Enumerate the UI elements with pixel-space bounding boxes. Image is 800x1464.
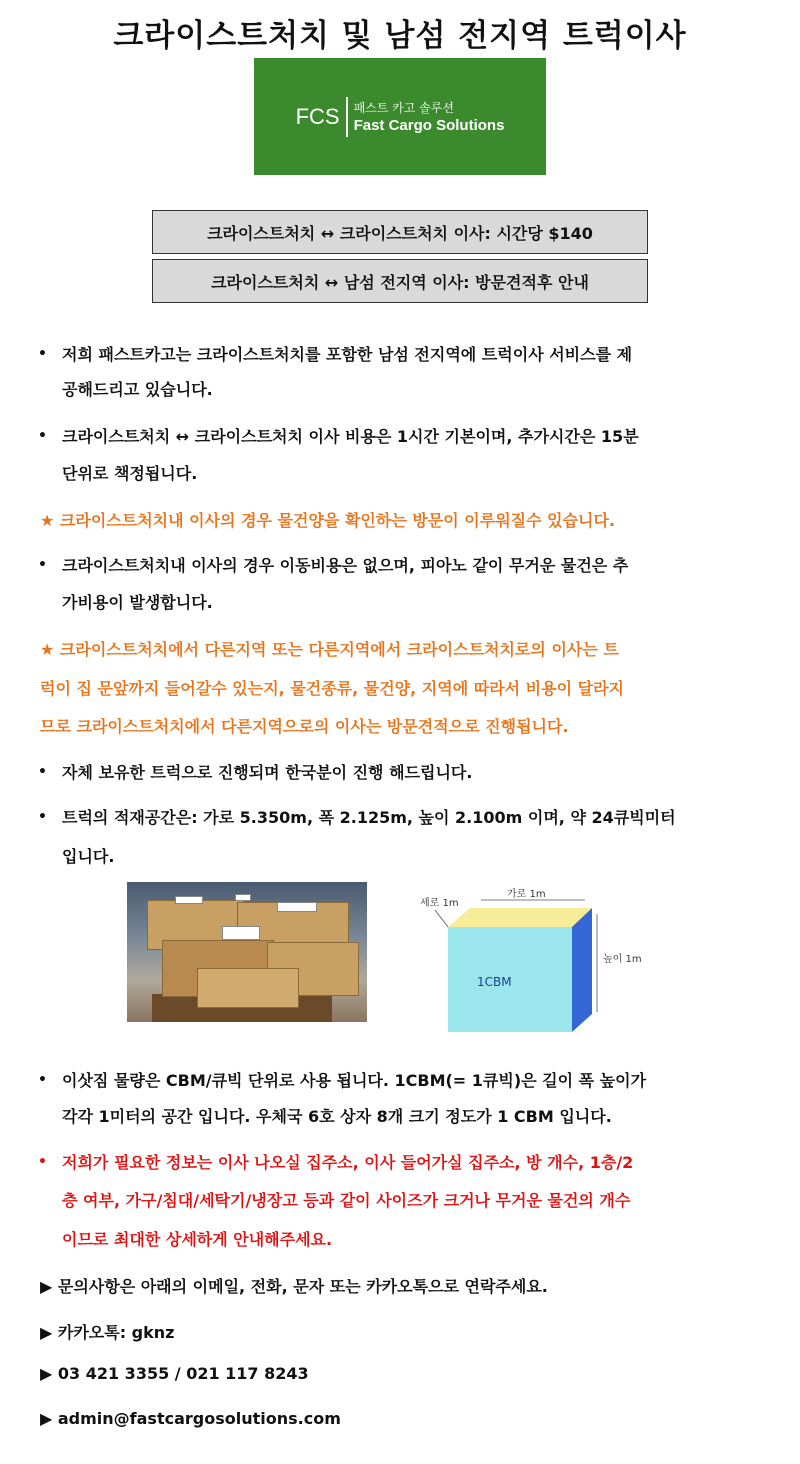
price-south-island: 크라이스트처치 ↔ 남섬 전지역 이사: 방문견적후 안내 <box>152 259 648 303</box>
contact-intro: ▶ 문의사항은 아래의 이메일, 전화, 문자 또는 카카오톡으로 연락주세요. <box>40 1277 548 1296</box>
cube-height-label: 높이 1m <box>603 954 642 965</box>
list-item-continued: 층 여부, 가구/침대/세탁기/냉장고 등과 같이 사이즈가 크거나 무거운 물건의 개수 <box>62 1191 631 1210</box>
contact-email[interactable]: ▶ admin@fastcargosolutions.com <box>40 1409 341 1428</box>
contact-phone: ▶ 03 421 3355 / 021 117 8243 <box>40 1364 309 1383</box>
star-note-continued: 므로 크라이스트처치에서 다른지역으로의 이사는 방문견적으로 진행됩니다. <box>40 717 569 736</box>
logo-korean: 패스트 카고 솔루션 <box>353 100 454 115</box>
star-note-continued: 럭이 집 문앞까지 들어갈수 있는지, 물건종류, 물건양, 지역에 따라서 비용이 달라지 <box>40 679 624 698</box>
company-logo <box>254 58 546 175</box>
list-item-continued: 가비용이 발생합니다. <box>62 593 213 612</box>
logo-english: Fast Cargo Solutions <box>353 116 505 134</box>
cube-depth-label: 세로 1m <box>420 898 459 909</box>
star-note: ★ 크라이스트처치내 이사의 경우 물건양을 확인하는 방문이 이루워질수 있습니다. <box>40 511 616 530</box>
logo-abbr: FCS <box>295 103 340 129</box>
list-item-continued: 각각 1미터의 공간 입니다. 우체국 6호 상자 8개 크기 정도가 1 CBM 입니다. <box>62 1107 612 1126</box>
cube-width-label: 가로 1m <box>507 889 546 900</box>
cube-cbm-label: 1CBM <box>477 975 512 989</box>
star-note: ★ 크라이스트처치에서 다른지역 또는 다른지역에서 크라이스트처치로의 이사는 트 <box>40 640 619 659</box>
list-item-continued: 단위로 책정됩니다. <box>62 464 198 483</box>
list-item-continued: 공해드리고 있습니다. <box>62 380 213 399</box>
cbm-cube-diagram <box>415 882 645 1034</box>
logo-divider <box>346 97 348 137</box>
boxes-on-pallet-photo <box>127 882 367 1022</box>
page-title: 크라이스트처치 및 남섬 전지역 트럭이사 <box>113 18 687 54</box>
price-local: 크라이스트처치 ↔ 크라이스트처치 이사: 시간당 $140 <box>152 210 648 254</box>
contact-kakao: ▶ 카카오톡: gknz <box>40 1323 175 1342</box>
list-item-continued: 입니다. <box>62 847 115 866</box>
list-item-continued: 이므로 최대한 상세하게 안내해주세요. <box>62 1230 333 1249</box>
